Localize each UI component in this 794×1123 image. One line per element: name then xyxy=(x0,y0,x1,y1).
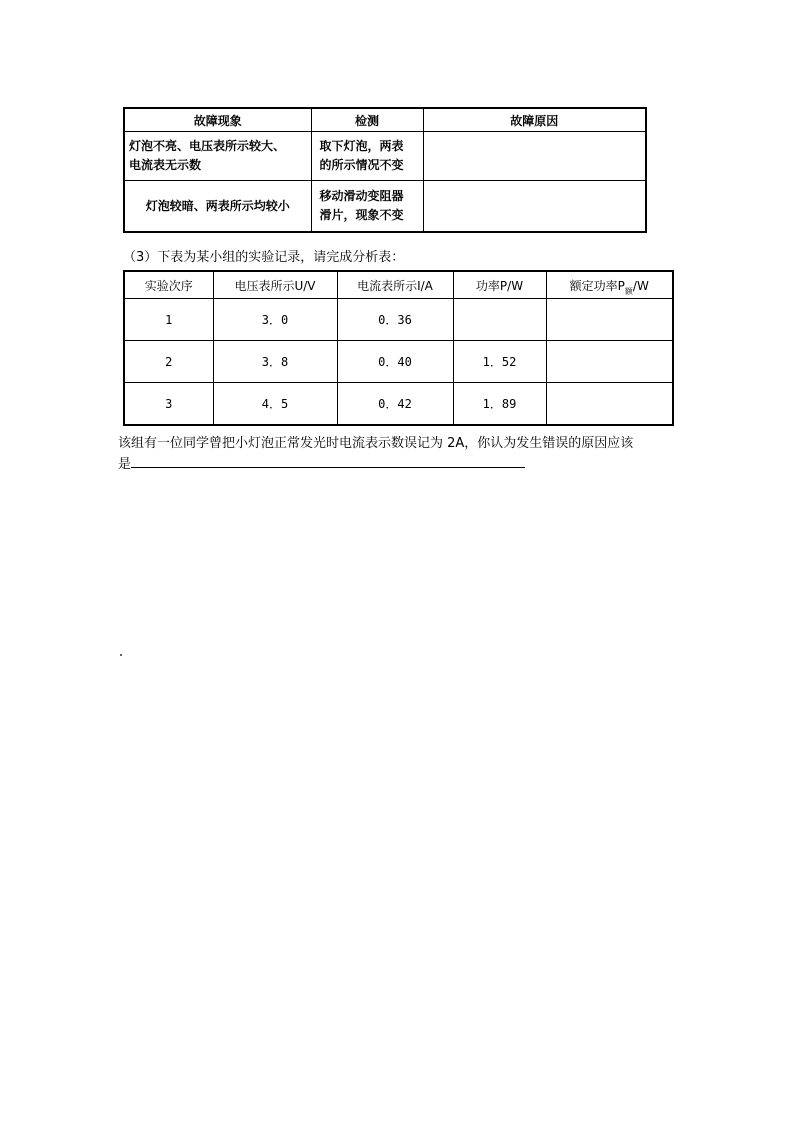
cause-cell[interactable] xyxy=(423,181,646,233)
header-current: 电流表所示I/A xyxy=(337,271,453,299)
stray-dot xyxy=(120,654,122,656)
power-cell: 1．52 xyxy=(453,341,546,383)
answer-blank[interactable] xyxy=(131,453,525,468)
table-row xyxy=(124,132,646,181)
phenomenon-line: 灯泡不亮、电压表所示较大、 xyxy=(129,139,286,153)
table-row xyxy=(124,341,673,383)
question-line-1: 该组有一位同学曾把小灯泡正常发光时电流表示数误记为 2A，你认为发生错误的原因应该 xyxy=(118,436,634,451)
fault-table xyxy=(123,107,647,233)
phenomenon-line: 电流表无示数 xyxy=(129,158,202,172)
current-cell: 0．42 xyxy=(337,383,453,426)
intro-text: （3）下表为某小组的实验记录，请完成分析表： xyxy=(123,250,405,265)
header-phenomenon: 故障现象 xyxy=(124,108,311,132)
power-cell[interactable] xyxy=(453,299,546,341)
current-cell: 0．36 xyxy=(337,299,453,341)
trial-cell: 1 xyxy=(124,299,213,341)
detection-line: 取下灯泡，两表 xyxy=(319,139,404,153)
rated-unit: /W xyxy=(632,278,649,293)
question-line-2 xyxy=(118,453,633,474)
question-paragraph xyxy=(118,434,633,474)
rated-power-cell[interactable] xyxy=(546,299,673,341)
header-trial: 实验次序 xyxy=(124,271,213,299)
table-row xyxy=(124,383,673,426)
rated-subscript: 额 xyxy=(624,286,633,296)
detection-cell xyxy=(311,132,423,181)
detection-line: 的所示情况不变 xyxy=(319,158,404,172)
data-table-header xyxy=(124,271,673,299)
table-row xyxy=(124,181,646,233)
detection-line: 移动滑动变阻器 xyxy=(319,189,404,203)
question-prefix: 是 xyxy=(118,457,132,472)
voltage-cell: 4．5 xyxy=(213,383,337,426)
data-table xyxy=(123,270,674,426)
detection-cell xyxy=(311,181,423,233)
fault-table-header xyxy=(124,108,646,132)
voltage-cell: 3．8 xyxy=(213,341,337,383)
cause-cell[interactable] xyxy=(423,132,646,181)
current-cell: 0．40 xyxy=(337,341,453,383)
header-power: 功率P/W xyxy=(453,271,546,299)
trial-cell: 3 xyxy=(124,383,213,426)
rated-label: 额定功率P xyxy=(569,278,625,293)
header-cause: 故障原因 xyxy=(423,108,646,132)
phenomenon-line: 灯泡较暗、两表所示均较小 xyxy=(145,198,290,213)
table-row xyxy=(124,299,673,341)
rated-power-cell[interactable] xyxy=(546,341,673,383)
power-cell: 1．89 xyxy=(453,383,546,426)
detection-line: 滑片，现象不变 xyxy=(319,208,404,222)
header-voltage: 电压表所示U/V xyxy=(213,271,337,299)
header-detection: 检测 xyxy=(311,108,423,132)
phenomenon-cell xyxy=(124,181,311,233)
voltage-cell: 3．0 xyxy=(213,299,337,341)
phenomenon-cell xyxy=(124,132,311,181)
trial-cell: 2 xyxy=(124,341,213,383)
rated-power-cell[interactable] xyxy=(546,383,673,426)
header-rated-power xyxy=(546,271,673,299)
